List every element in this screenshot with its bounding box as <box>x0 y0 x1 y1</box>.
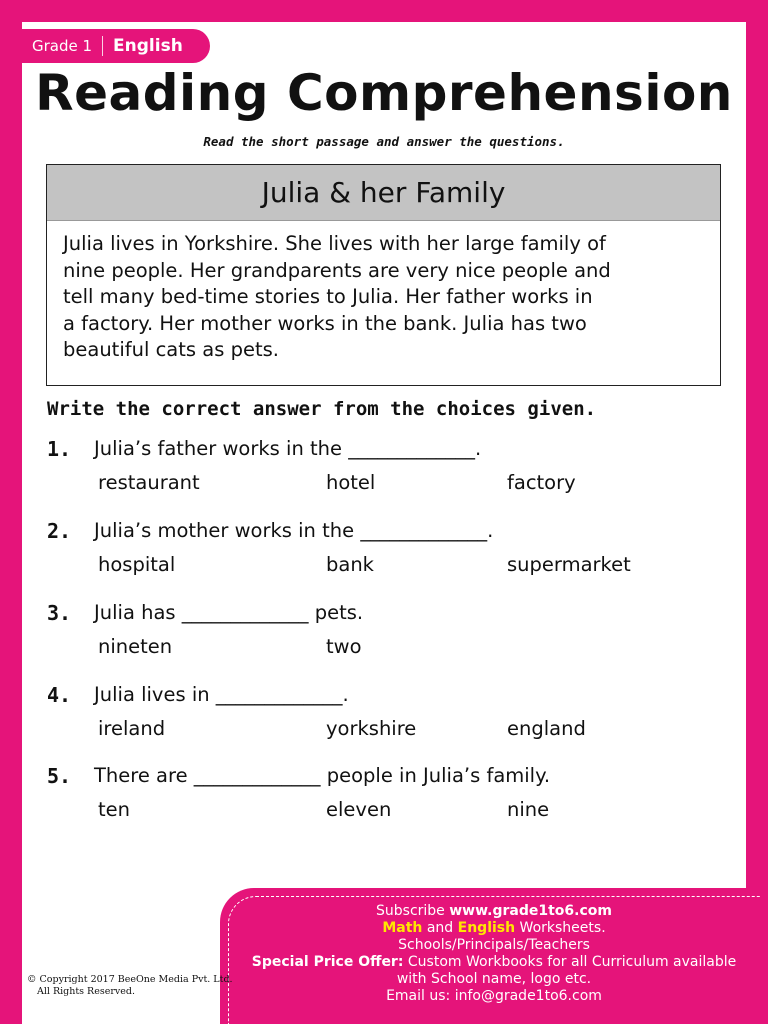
question-number: 4. <box>47 683 72 707</box>
choice-option: eleven <box>326 798 392 821</box>
choice-option: supermarket <box>507 553 631 576</box>
grade-label: Grade 1 <box>32 37 93 55</box>
story-passage <box>47 221 720 364</box>
worksheets-line <box>220 920 768 937</box>
story-box <box>46 164 721 386</box>
story-line: nine people. Her grandparents are very nice people and <box>63 258 611 282</box>
offer-label: Special Price Offer: <box>251 954 404 970</box>
choice-option: factory <box>507 471 576 494</box>
promo-footer <box>220 888 768 1024</box>
choice-option: ireland <box>98 717 166 740</box>
page-title: Reading Comprehension <box>35 64 733 122</box>
and-label: and <box>422 920 458 936</box>
choice-option: two <box>326 635 362 658</box>
subscribe-line <box>220 903 768 920</box>
page-subtitle: Read the short passage and answer the questions. <box>203 134 565 149</box>
choice-option: yorkshire <box>326 717 417 740</box>
story-line: Julia lives in Yorkshire. She lives with her large family of <box>63 232 606 255</box>
question-number: 5. <box>47 764 72 788</box>
offer-text: Custom Workbooks for all Curriculum available <box>403 954 737 970</box>
badge-divider <box>102 36 103 56</box>
story-line: tell many bed-time stories to Julia. Her father works in <box>63 285 593 308</box>
copyright <box>27 974 233 998</box>
subject-label: English <box>113 36 183 56</box>
copyright-line: © Copyright 2017 BeeOne Media Pvt. Ltd. <box>27 974 233 985</box>
choice-option: nineten <box>98 635 173 658</box>
story-line: beautiful cats as pets. <box>63 338 279 361</box>
question-number: 3. <box>47 601 72 625</box>
choice-option: ten <box>98 798 131 821</box>
choice-option: hotel <box>326 471 376 494</box>
question-text: Julia’s father works in the _____________. <box>94 437 482 460</box>
math-label: Math <box>382 920 423 936</box>
email-line[interactable]: Email us: info@grade1to6.com <box>386 988 602 1004</box>
choice-option: england <box>507 717 586 740</box>
footer-text <box>220 903 768 1005</box>
offer-line-2: with School name, logo etc. <box>396 971 592 987</box>
choice-option: nine <box>507 798 550 821</box>
subscribe-label: Subscribe <box>376 903 450 919</box>
offer-line <box>220 954 768 971</box>
question-text: Julia lives in _____________. <box>94 683 349 706</box>
website-link[interactable]: www.grade1to6.com <box>449 903 612 919</box>
choice-option: bank <box>326 553 374 576</box>
question-number: 2. <box>47 519 72 543</box>
instruction: Write the correct answer from the choices given. <box>47 398 597 420</box>
question-text: There are _____________ people in Julia’s family. <box>94 764 551 787</box>
english-label: English <box>457 920 516 936</box>
story-heading: Julia & her Family <box>47 165 720 221</box>
question-text: Julia’s mother works in the _____________. <box>94 519 494 542</box>
copyright-line: All Rights Reserved. <box>37 986 135 997</box>
worksheets-label: Worksheets. <box>515 920 606 936</box>
grade-badge <box>22 29 210 63</box>
audience-line: Schools/Principals/Teachers <box>398 937 590 953</box>
choice-option: restaurant <box>98 471 200 494</box>
question-text: Julia has _____________ pets. <box>94 601 364 624</box>
story-line: a factory. Her mother works in the bank. Julia has two <box>63 311 587 335</box>
choice-option: hospital <box>98 553 176 576</box>
question-number: 1. <box>47 437 72 461</box>
